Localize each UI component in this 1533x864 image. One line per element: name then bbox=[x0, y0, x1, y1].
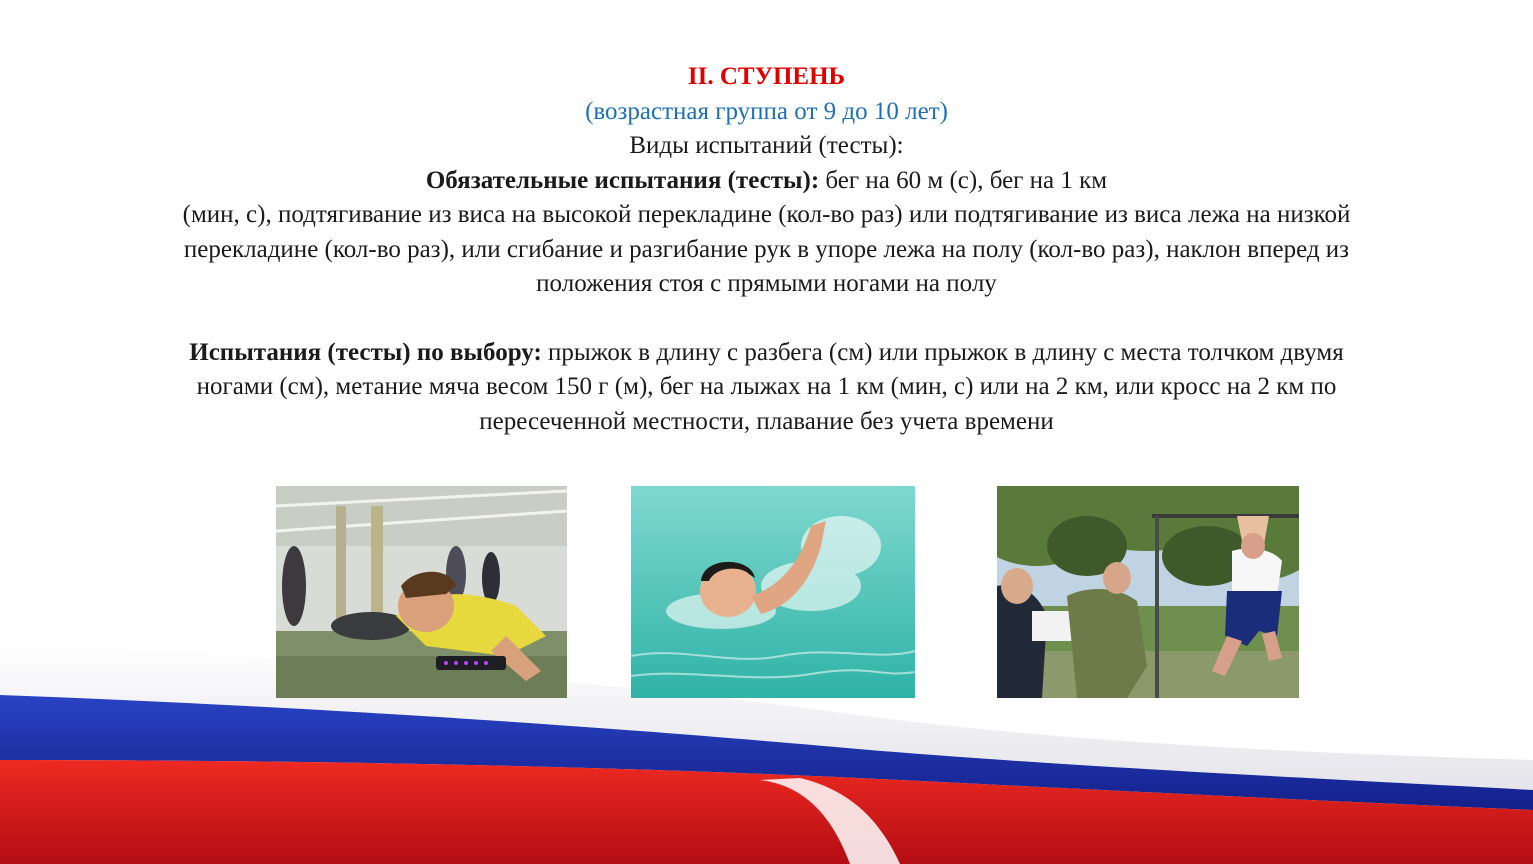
mandatory-line-4: положения стоя с прямыми ногами на полу bbox=[536, 270, 997, 297]
swimming-photo bbox=[631, 486, 915, 698]
optional-label: Испытания (тесты) по выбору: bbox=[189, 338, 542, 366]
optional-line-1: прыжок в длину с разбега (см) или прыжок в длину с места толчком двумя bbox=[541, 338, 1344, 366]
age-group-subtitle: (возрастная группа от 9 до 10 лет) bbox=[585, 97, 948, 125]
mandatory-line-1: бег на 60 м (с), бег на 1 км bbox=[819, 166, 1108, 194]
optional-line-2: ногами (см), метание мяча весом 150 г (м), бег на лыжах на 1 км (мин, с) или на 2 км, или кросс на 2 км по bbox=[196, 373, 1337, 400]
tests-heading: Виды испытаний (тесты): bbox=[629, 132, 904, 159]
content-text bbox=[40, 60, 1493, 439]
mandatory-tests-paragraph bbox=[40, 164, 1493, 302]
optional-line-3: пересеченной местности, плавание без учета времени bbox=[479, 407, 1054, 435]
page-title: II. СТУПЕНЬ bbox=[687, 63, 846, 90]
optional-tests-paragraph bbox=[40, 336, 1493, 440]
pull-ups-photo bbox=[997, 486, 1299, 698]
mandatory-line-3: перекладине (кол-во раз), или сгибание и разгибание рук в упоре лежа на полу (кол-во раз), наклон вперед из bbox=[183, 235, 1350, 263]
mandatory-label: Обязательные испытания (тесты): bbox=[425, 166, 820, 194]
push-ups-photo bbox=[276, 486, 567, 698]
mandatory-line-2: (мин, с), подтягивание из виса на высокой перекладине (кол-во раз) или подтягивание из виса лежа на низкой bbox=[182, 201, 1351, 228]
